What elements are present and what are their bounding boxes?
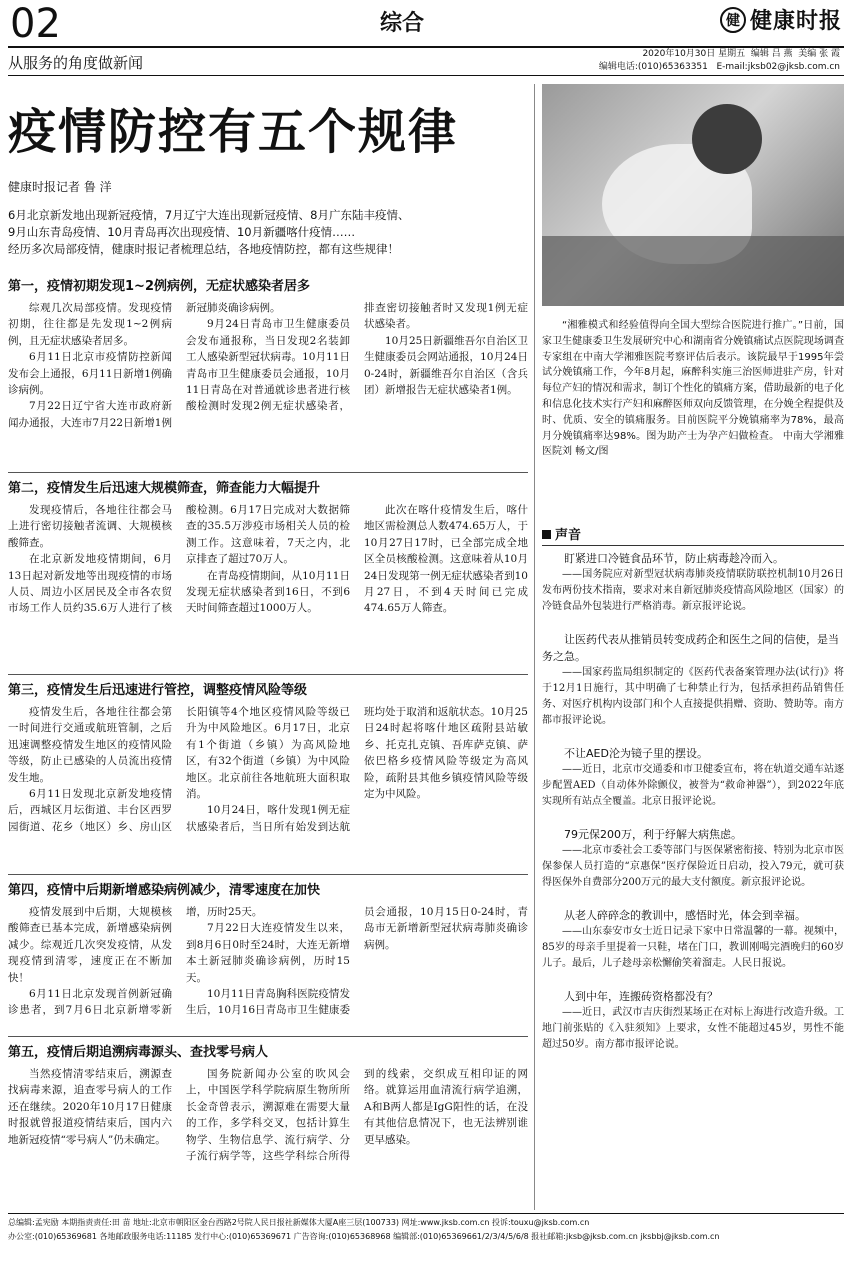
voice-title: 79元保200万，利于纾解大病焦虑。 <box>564 828 742 841</box>
paragraph: 综观几次局部疫情。发现疫情初期，往往都是先发现1~2例病例，且无症状感染者居多。 <box>8 302 172 347</box>
footer-rule <box>8 1213 844 1214</box>
photo-figure <box>692 104 762 174</box>
footer-line: 办公室:(010)65369681 各地邮政服务电话:11185 发行中心:(010)65369671 广告咨询:(010)65368968 编辑部:(010)65369661/2/3/4/5/6/8 报社邮箱:jksb@jksb.com.cn jksbbj@jksb.com.cn <box>8 1232 720 1241</box>
page-number: 02 <box>10 1 61 47</box>
photo-caption <box>542 318 844 460</box>
lead-line: 9月山东青岛疫情、10月青岛再次出现疫情、10月新疆喀什疫情…… <box>8 225 356 239</box>
voice-item <box>542 550 844 615</box>
paragraph: 疫情发展到中后期，大规模核酸筛查已基本完成，新增感染病例减少。综观近几次突发疫情，从发现疫情到清零，速度正在不断加快！ <box>8 906 172 984</box>
footer-line: 总编辑:孟宪励 本期指责责任:田 苗 地址:北京市朝阳区金台西路2号院人民日报社新媒体大厦A座三层(100733) 网址:www.jksb.com.cn 投诉:touxu@jksb.com.cn <box>8 1218 590 1227</box>
square-bullet-icon <box>542 530 551 539</box>
newspaper-logo <box>720 4 842 35</box>
paragraph: 10月11日青岛胸科医院疫情发生后，10月16日青岛市卫生健康委员会通报，10月15日0-24时，青岛市无新增新型冠状病毒肺炎确诊病例。 <box>186 906 528 1017</box>
section-divider <box>8 874 528 875</box>
paragraph: 6月11日北京市疫情防控新闻发布会上通报，6月11日新增1例确诊病例。 <box>8 351 172 397</box>
voice-title: 从老人碎碎念的教训中，感悟时光，体会到幸福。 <box>564 909 806 922</box>
masthead-rule-lower <box>8 75 844 76</box>
section-title: 第五，疫情后期追溯病毒源头、查找零号病人 <box>8 1045 269 1060</box>
section-body <box>8 300 528 431</box>
article-section-1 <box>8 278 528 431</box>
voices-heading <box>542 524 844 546</box>
voice-item <box>542 631 844 729</box>
paragraph: 在青岛疫情期间，从10月11日发现无症状感染者到16日，不到6天时间筛查超过1000万人。 <box>186 569 350 615</box>
article-lead <box>8 207 528 258</box>
paragraph: 7月22日辽宁省大连市政府新闻办通报，大连市7月22日新增1例新冠肺炎确诊病例。 <box>8 302 281 429</box>
paragraph: 10月25日新疆维吾尔自治区卫生健康委员会网站通报，10月24日0-24时，新疆维吾尔自治区（含兵团）新增报告无症状感染者1例。 <box>364 334 528 397</box>
voice-item <box>542 907 844 972</box>
voice-item <box>542 826 844 891</box>
voice-item <box>542 745 844 810</box>
photo-figure <box>542 236 844 306</box>
paragraph: 发现疫情后，各地往往都会马上进行密切接触者流调、大规模核酸筛查。 <box>8 504 172 549</box>
voice-title: 不让AED沦为镜子里的摆设。 <box>564 747 708 760</box>
news-photo <box>542 84 844 306</box>
paragraph: 疫情发生后，各地往往都会第一时间进行交通或航班管制，之后迅速调整疫情发生地区的疫情风险等级，防止已感染的人员流出疫情发生地。 <box>8 706 172 784</box>
paragraph: 国务院新闻办公室的吹风会上，中国医学科学院病原生物所所长金奇曾表示，溯源难在需要大量的工作，多学科交叉，包括计算生物学、生物信息学、流行病学、分子流行病学等，这些学科综合所得到的线索，交织成互相印证的网络。就算运用血清流行病学追溯，A和B两人都是IgG阳性的话，在没有其他信息情况下，也无法辨别谁更早感染。 <box>186 1068 528 1163</box>
voice-body: ——近日，北京市交通委和市卫健委宣布，将在轨道交通车站逐步配置AED（自动体外除颤仪，被誉为“救命神器”），到2022年底实现所有站点全覆盖。北京日报评论说。 <box>542 764 844 807</box>
section-title: 第三，疫情发生后迅速进行管控，调整疫情风险等级 <box>8 683 308 698</box>
section-title: 第四，疫情中后期新增感染病例减少，清零速度在加快 <box>8 883 321 898</box>
paragraph: 6月11日发现北京新发地疫情后，西城区月坛街道、丰台区西罗园街道、花乡（地区）乡、房山区长阳镇等4个地区疫情风险等级已升为中风险地区。6月17日，北京有1个街道（乡镇）为高风险地区，有32个街道（乡镇）为中风险地区。北京前往各地航班大面积取消。 <box>8 706 350 833</box>
paragraph: 6月11日北京发现首例新冠确诊患者，到7月6日北京新增零新增，历时25天。 <box>8 906 263 1017</box>
page-footer <box>8 1216 844 1244</box>
paragraph: 此次在喀什疫情发生后，喀什地区需检测总人数474.65万人，于10月27日17时，已全部完成全地区全员核酸检测。这意味着从10月24日发现第一例无症状感染者到10月27日，不到4天时间已完成474.65万人筛查。 <box>364 504 528 615</box>
dateline: 2020年10月30日 星期五 编辑 吕 燕 美编 张 霞 编辑电话:(010)65363351 E-mail:jksb02@jksb.com.cn <box>598 49 840 72</box>
lead-line: 经历多次局部疫情，健康时报记者梳理总结，各地疫情防控，都有这些规律！ <box>8 242 399 256</box>
paragraph: 7月22日大连疫情发生以来，到8月6日0时至24时，大连无新增本土新冠肺炎确诊病例，历时15天。 <box>186 922 350 984</box>
voice-body: ——北京市委社会工委等部门与医保紧密衔接、特别为北京市医保参保人员打造的“京惠保”医疗保险近日启动，投入79元，就可获得医保外自费部分200万元的最大支付额度。新京报评论说。 <box>542 845 844 888</box>
paragraph: 当然疫情清零结束后，溯源查找病毒来源，追查零号病人的工作还在继续。2020年10月17日健康时报就曾报道疫情结束后，国内六地新冠疫情“零号病人”仍未确定。 <box>8 1068 172 1146</box>
section-body <box>8 904 528 1019</box>
section-divider <box>8 674 528 675</box>
section-divider <box>8 472 528 473</box>
article-section-5 <box>8 1044 528 1164</box>
voice-title: 人到中年，连搬砖资格都没有？ <box>564 990 718 1003</box>
caption-text: “湘雅模式和经验值得向全国大型综合医院进行推广。”日前，国家卫生健康委卫生发展研究中心和湖南省分娩镇痛试点医院现场调查专家组在中南大学湘雅医院考察评估后表示。该院最早于1995年尝试分娩镇痛工作，今年8月起，麻醉科实施三治医师进驻产房，针对每位产妇的情况和需求，制订个性化的镇痛方案，借助最新的电子化和信息化技术实行产妇和麻醉医师双向反馈管理，在分娩全程提供及时、优质、安全的镇痛服务。目前医院平分娩镇痛率为78%，最高月分娩镇痛率达98%。图为助产士为孕产妇做检查。 中南大学湘雅医院刘 畅文/图 <box>542 320 844 458</box>
paragraph: 9月24日青岛市卫生健康委员会发布通报称，当日发现2名装卸工人感染新型冠状病毒。10月11日青岛市卫生健康委员会通报，10月11日青岛在对普通就诊患者进行核酸检测时发现2例无症状感染者，排查密切接触者时又发现1例无症状感染者。 <box>186 302 528 413</box>
paragraph: 在北京新发地疫情期间，6月13日起对新发地等出现疫情的市场人员、周边小区居民及全市各农贸市场工作人员约35.6万人进行了核酸检测。6月17日完成对大数据筛查的35.5万涉疫市场相关人员的检测工作。这意味着，7天之内，北京排查了超过70万人。 <box>8 504 350 615</box>
voice-item <box>542 988 844 1053</box>
section-body <box>8 704 528 835</box>
section-title: 第一，疫情初期发现1~2例病例，无症状感染者居多 <box>8 279 310 294</box>
article-headline: 疫情防控有五个规律 <box>8 104 459 160</box>
lead-line: 6月北京新发地出现新冠疫情，7月辽宁大连出现新冠疫情、8月广东陆丰疫情、 <box>8 208 410 222</box>
voice-body: ——近日，武汉市吉庆街烈某场正在对标上海进行改造升级。工地门前张贴的《入驻须知》上要求，女性不能超过45岁，男性不能超过50岁。南方都市报评论说。 <box>542 1007 844 1050</box>
section-title: 第二，疫情发生后迅速大规模筛查，筛查能力大幅提升 <box>8 481 321 496</box>
voice-body: ——山东泰安市女士近日记录下家中日常温馨的一幕。视频中，85岁的母亲手里提着一只鞋，堵在门口，教训刚喝完酒晚归的60岁儿子。最后，儿子趁母亲松懈偷笑着溜走。人民日报说。 <box>542 926 844 969</box>
column-divider <box>534 84 535 1210</box>
article-section-4 <box>8 882 528 1019</box>
voice-body: ——国家药监局组织制定的《医药代表备案管理办法(试行)》将于12月1日施行，其中明确了七种禁止行为，包括承担药品销售任务、对医疗机构内设部门和个人直接提供捐赠、资助、赞助等。南方都市报评论说。 <box>542 667 844 726</box>
voice-title: 让医药代表从推销员转变成药企和医生之间的信使，是当务之急。 <box>542 633 839 663</box>
article-byline: 健康时报记者 鲁 洋 <box>8 180 112 194</box>
section-body <box>8 502 528 617</box>
logo-icon: 健 <box>720 7 746 33</box>
voices-column <box>542 550 844 1069</box>
section-divider <box>8 1036 528 1037</box>
slogan: 从服务的角度做新闻 <box>8 54 144 72</box>
voice-title: 盯紧进口冷链食品环节，防止病毒趁冷而入。 <box>564 552 784 565</box>
logo-text: 健康时报 <box>750 8 843 34</box>
paragraph: 10月24日，喀什发现1例无症状感染者后，当日所有始发到达航班均处于取消和返航状态。10月25日24时起将喀什地区疏附县站敏乡、托克扎克镇、吾库萨克镇、萨依巴格乡疫情风险等级定为高风险，疏附县其他乡镇疫情风险等级定为中风险。 <box>186 706 528 833</box>
article-section-3 <box>8 682 528 835</box>
voice-body: ——国务院应对新型冠状病毒肺炎疫情联防联控机制10月26日发布两份技术指南，要求对来自新冠肺炎疫情高风险地区（国家）的冷链食品外包装进行严格消毒。新京报评论说。 <box>542 569 844 612</box>
section-name: 综合 <box>380 11 425 36</box>
voices-heading-label: 声音 <box>555 528 582 543</box>
section-body <box>8 1066 528 1164</box>
article-section-2 <box>8 480 528 617</box>
